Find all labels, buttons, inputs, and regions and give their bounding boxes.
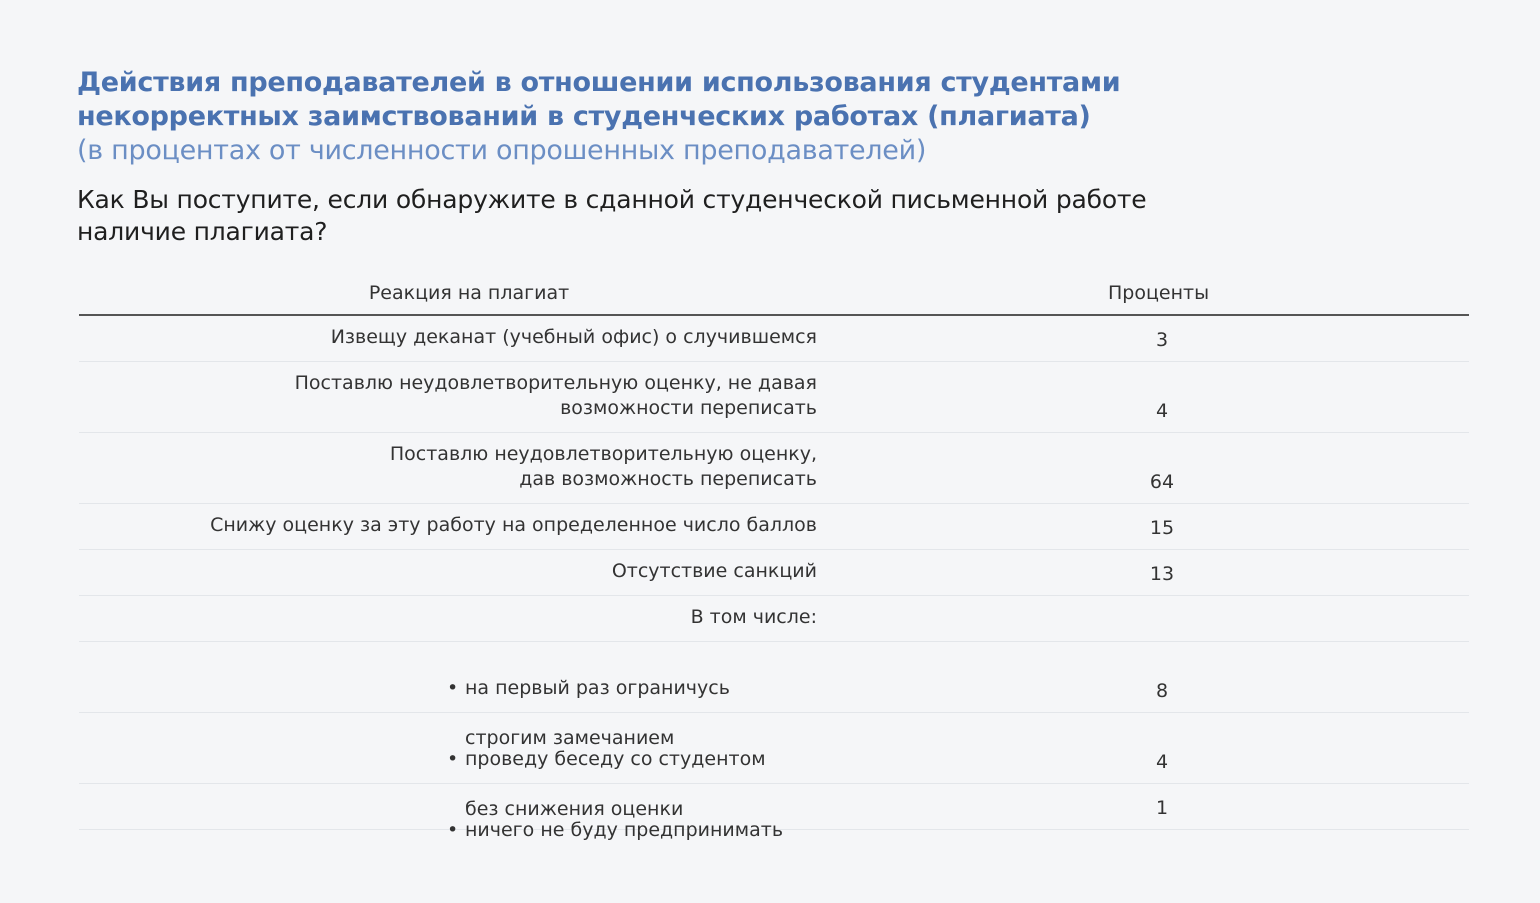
row-label: Извещу деканат (учебный офис) о случившемся xyxy=(330,326,817,348)
subrow-label xyxy=(79,784,817,841)
subrow-text: проведу беседу со студентом xyxy=(465,748,766,770)
row-value: 15 xyxy=(1149,517,1175,539)
row-value-cell xyxy=(817,784,1469,829)
subrow-label xyxy=(79,713,817,820)
row-value-cell xyxy=(817,550,1469,595)
subrow-text: на первый раз ограничусь xyxy=(465,677,730,699)
table-row xyxy=(79,550,1469,596)
row-label: Поставлю неудовлетворительную оценку, дав возможность переписать xyxy=(389,443,817,490)
header-reaction: Реакция на плагиат xyxy=(368,282,570,304)
table-row xyxy=(79,316,1469,362)
row-value-cell xyxy=(817,362,1469,432)
subrow-text: без снижения оценки xyxy=(465,798,684,820)
row-value: 4 xyxy=(1155,400,1169,422)
row-value-cell xyxy=(817,316,1469,361)
question xyxy=(77,184,1377,248)
row-label: В том числе: xyxy=(690,606,817,628)
table-row xyxy=(79,504,1469,550)
results-table xyxy=(79,272,1469,841)
row-value-cell xyxy=(817,642,1469,712)
question-line2: наличие плагиата? xyxy=(77,217,328,246)
table-subrow xyxy=(79,784,1469,841)
row-value-cell xyxy=(817,713,1469,783)
title-main-line1: Действия преподавателей в отношении использования студентами xyxy=(77,67,1121,98)
subrow-text: ничего не буду предпринимать xyxy=(465,819,784,841)
header-percent: Проценты xyxy=(1108,282,1210,304)
table-row xyxy=(79,433,1469,504)
table-header xyxy=(79,272,1469,316)
row-value: 13 xyxy=(1149,563,1175,585)
row-value: 3 xyxy=(1155,329,1169,351)
subrow-text: строгим замечанием xyxy=(465,727,675,749)
row-value-cell xyxy=(817,433,1469,503)
subrow-line xyxy=(447,818,817,843)
title-subtitle: (в процентах от численности опрошенных преподавателей) xyxy=(77,135,927,166)
row-value-cell xyxy=(817,596,1469,641)
title-block xyxy=(77,66,1377,168)
row-label: Отсутствие санкций xyxy=(611,560,817,582)
row-label: Поставлю неудовлетворительную оценку, не давая возможности переписать xyxy=(294,372,817,419)
row-label: Снижу оценку за эту работу на определенное число баллов xyxy=(210,514,817,536)
title-main-line2: некорректных заимствований в студенческих работах (плагиата) xyxy=(77,101,1091,132)
subrow-line xyxy=(447,676,817,701)
subrow-line xyxy=(447,747,817,772)
row-value: 4 xyxy=(1155,751,1169,773)
table-subrow xyxy=(79,642,1469,749)
table-subrow xyxy=(79,713,1469,820)
question-line1: Как Вы поступите, если обнаружите в сданной студенческой письменной работе xyxy=(77,185,1147,214)
subrow-label xyxy=(79,642,817,749)
row-value: 8 xyxy=(1155,680,1169,702)
table-row xyxy=(79,362,1469,433)
bullet-icon: • xyxy=(447,677,459,699)
bullet-icon: • xyxy=(447,748,459,770)
table-row xyxy=(79,596,1469,642)
row-value: 1 xyxy=(1155,797,1169,819)
bullet-icon: • xyxy=(447,819,459,841)
row-value: 64 xyxy=(1149,471,1175,493)
row-value-cell xyxy=(817,504,1469,549)
